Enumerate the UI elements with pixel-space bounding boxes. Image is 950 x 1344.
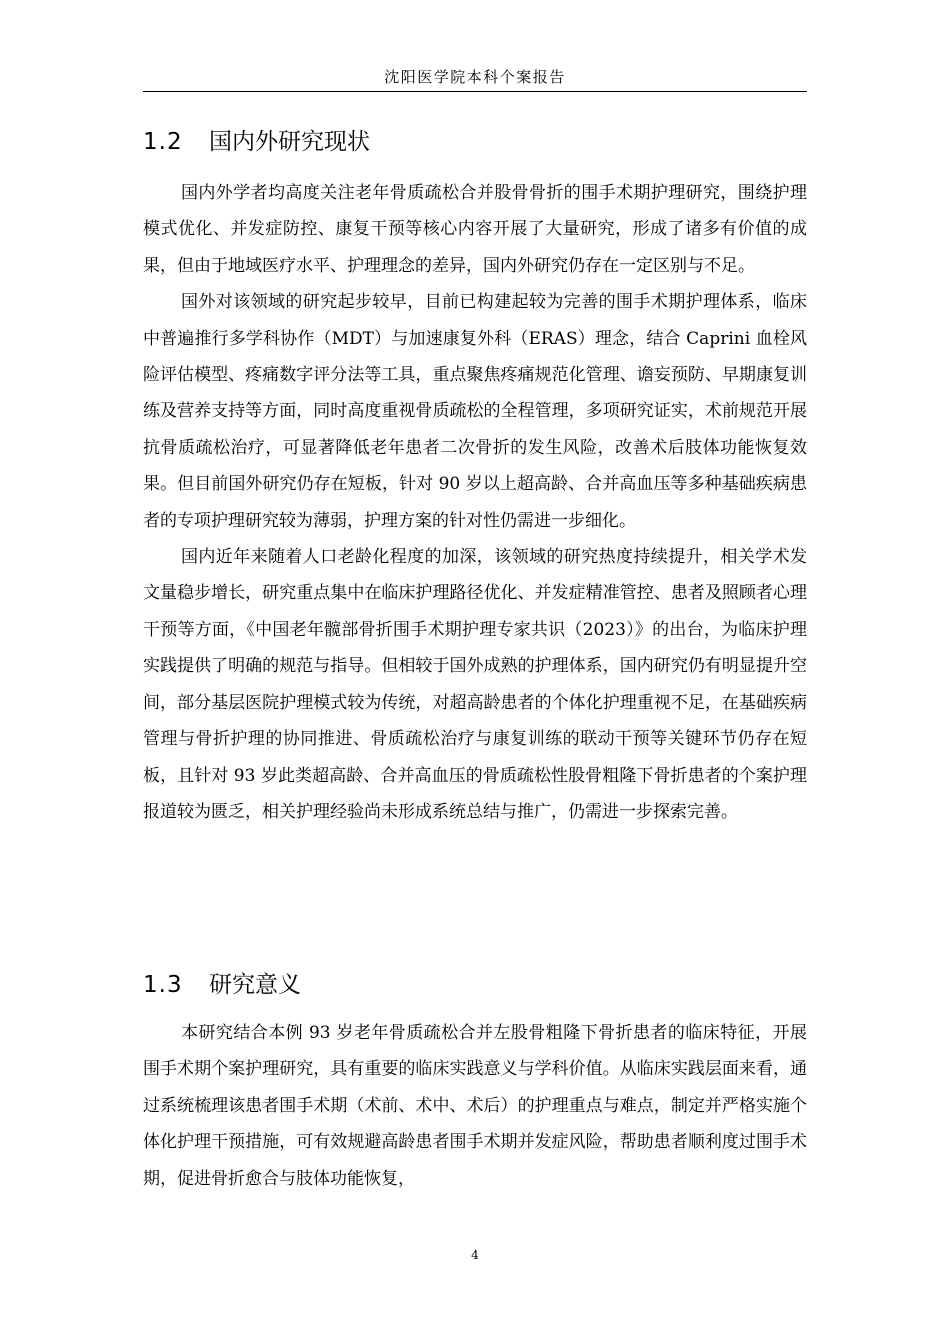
- section-heading-1-3: [143, 970, 807, 1000]
- section-heading-1-2: [143, 127, 807, 157]
- section-number: 1.3: [143, 972, 183, 998]
- section-body-1-3: [143, 1015, 807, 1197]
- page-number: 4: [471, 1248, 479, 1262]
- running-header: 沈阳医学院本科个案报告: [384, 68, 566, 86]
- section-title: 研究意义: [209, 972, 301, 998]
- paragraph: 国内近年来随着人口老龄化程度的加深，该领域的研究热度持续提升，相关学术发文量稳步增长，研究重点集中在临床护理路径优化、并发症精准管控、患者及照顾者心理干预等方面，《中国老年髋部骨折围手术期护理专家共识（2023）》的出台，为临床护理实践提供了明确的规范与指导。但相较于国外成熟的护理体系，国内研究仍有明显提升空间，部分基层医院护理模式较为传统，对超高龄患者的个体化护理重视不足，在基础疾病管理与骨折护理的协同推进、骨质疏松治疗与康复训练的联动干预等关键环节仍存在短板，且针对 93 岁此类超高龄、合并高血压的骨质疏松性股骨粗隆下骨折患者的个案护理报道较为匮乏，相关护理经验尚未形成系统总结与推广，仍需进一步探索完善。: [143, 547, 807, 822]
- section-title: 国内外研究现状: [209, 129, 370, 155]
- paragraph: 国内外学者均高度关注老年骨质疏松合并股骨骨折的围手术期护理研究，围绕护理模式优化、并发症防控、康复干预等核心内容开展了大量研究，形成了诸多有价值的成果，但由于地域医疗水平、护理理念的差异，国内外研究仍存在一定区别与不足。: [143, 183, 807, 276]
- header-rule: [143, 91, 807, 92]
- section-number: 1.2: [143, 129, 183, 155]
- section-body-1-2: [143, 175, 807, 830]
- paragraph: 本研究结合本例 93 岁老年骨质疏松合并左股骨粗隆下骨折患者的临床特征，开展围手术期个案护理研究，具有重要的临床实践意义与学科价值。从临床实践层面来看，通过系统梳理该患者围手术期（术前、术中、术后）的护理重点与难点，制定并严格实施个体化护理干预措施，可有效规避高龄患者围手术期并发症风险，帮助患者顺利度过围手术期，促进骨折愈合与肢体功能恢复，: [143, 1023, 807, 1189]
- paragraph: 国外对该领域的研究起步较早，目前已构建起较为完善的围手术期护理体系，临床中普遍推行多学科协作（MDT）与加速康复外科（ERAS）理念，结合 Caprini 血栓风险评估模型、疼痛数字评分法等工具，重点聚焦疼痛规范化管理、谵妄预防、早期康复训练及营养支持等方面，同时高度重视骨质疏松的全程管理，多项研究证实，术前规范开展抗骨质疏松治疗，可显著降低老年患者二次骨折的发生风险，改善术后肢体功能恢复效果。但目前国外研究仍存在短板，针对 90 岁以上超高龄、合并高血压等多种基础疾病患者的专项护理研究较为薄弱，护理方案的针对性仍需进一步细化。: [143, 292, 807, 531]
